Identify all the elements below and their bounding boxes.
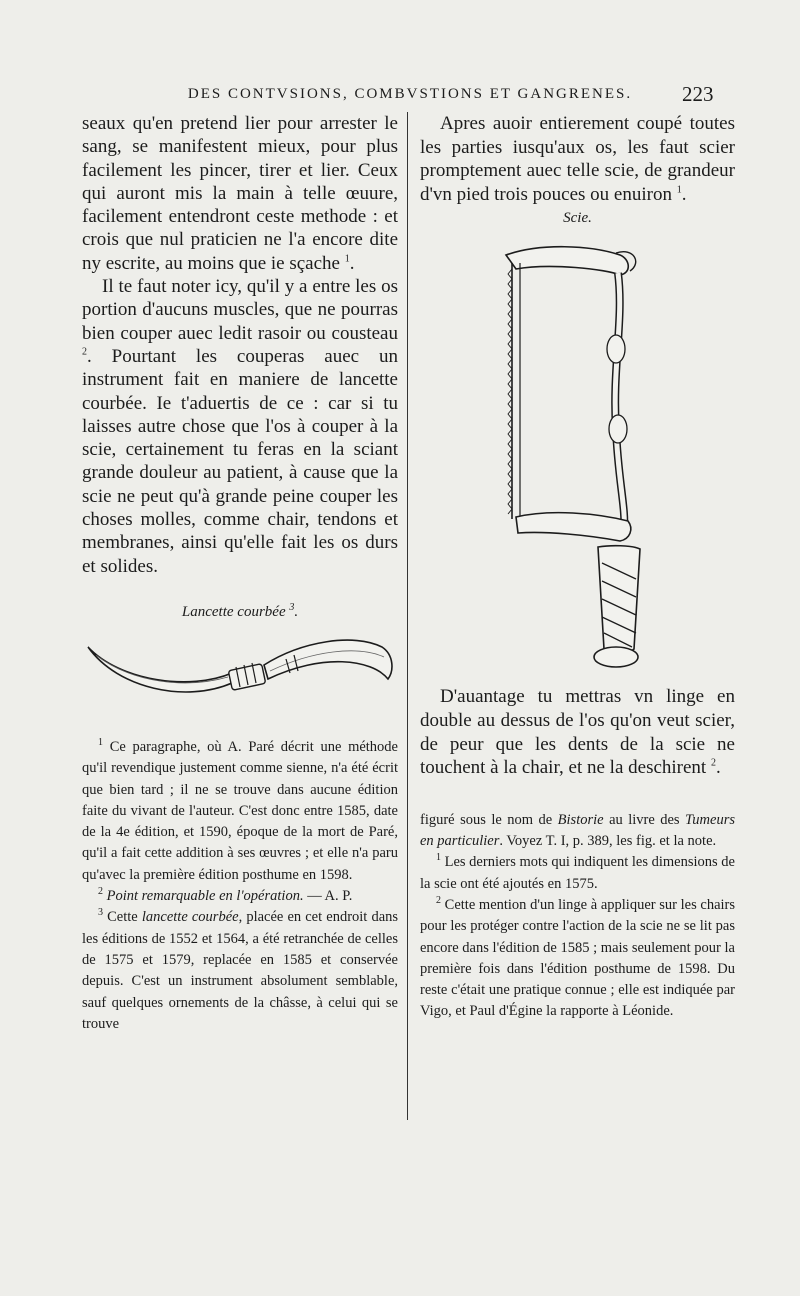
note-ref: 2	[82, 346, 87, 358]
footnote-2: $^2$ Point remarquable en l'opération. — A. P.	[98, 886, 353, 905]
column-divider	[407, 112, 408, 1120]
note-ref: 3	[289, 601, 295, 613]
page-number: 223	[682, 82, 714, 106]
paragraph-text: . Pourtant les couperas auec un instrument fait en maniere de lancette courbée. Ie t'aduertis de ce : car si tu laisses autre chose que l'os à couper à la scie, certainement tu feras en la sciant grande douleur au patient, à cause que la scie ne peut qu'à grande peine couper les choses molles, comme chair, tendons et membranes, ainsi qu'elle fait les os durs et solides.	[82, 345, 398, 577]
footnote-1: $^1$ Ce paragraphe, où A. Paré décrit une méthode qu'il revendique justement comme sienne, n'a été écrit que bien tard ; il ne se trouve dans aucune édition faite du vivant de l'auteur. C'est donc entre 1585, date de la 4e édition, et 1590, époque de la mort de Paré, qu'il a fait cette addition à ses œuvres ; et elle n'a paru qu'avec la première édition posthume en 1598.	[82, 737, 398, 883]
paragraph-ligature-method: seaux qu'en pretend lier pour arrester le sang, se manifestent mieux, pour plus facilement les pincer, tirer et lier. Ceux qui auront mis la main à telle œuure, facilement entendront ceste methode : et crois que nul praticien ne l'a encore dite ny escrite, au moins que ie sçache $^1$.	[82, 113, 398, 274]
running-title: DES CONTVSIONS, COMBVSTIONS ET GANGRENES.	[187, 86, 633, 102]
note-ref: 2	[710, 757, 716, 769]
note-ref: 1	[676, 184, 682, 196]
figure-caption-lancette: Lancette courbée $^3$.	[181, 601, 299, 620]
paragraph-linen-protection: D'auantage tu mettras vn linge en double au dessus de l'os qu'on veut scier, de peur que les dents de la scie ne touchent à la chair, et ne la deschirent $^2$.	[420, 686, 735, 779]
paragraph-muscles-between-bones	[82, 275, 398, 578]
left-column	[82, 112, 398, 1035]
note-ref: 1	[344, 253, 350, 265]
paragraph-text: seaux qu'en pretend lier pour arrester le sang, se manifestent mieux, pour plus facilement les pincer, tirer et lier. Ceux qui auront mis la main à telle œuure, facilement entendront ceste methode : et crois que nul praticien ne l'a encore dite ny escrite, au moins que ie sçache	[82, 113, 398, 274]
footnote-2: $^2$ Cette mention d'un linge à appliquer sur les chairs pour les protéger contre l'action de la scie ne se lit pas encore dans l'édition de 1585 ; mais seulement pour la première fois dans l'édition posthume de 1598. Du reste c'était une pratique connue ; elle est indiquée par Vigo, et Paul d'Égine la rapporte à Léonide.	[420, 895, 735, 1020]
paragraph-text: Il te faut noter icy, qu'il y a entre les os portion d'aucuns muscles, que ne pourras bien couper auec ledit rasoir ou cousteau	[82, 276, 398, 344]
footnote-continued: figuré sous le nom de Bistorie au livre des Tumeurs en particulier. Voyez T. I, p. 389, les fig. et la note.	[420, 811, 736, 850]
footnotes-right	[420, 810, 735, 1023]
bone-saw-illustration	[420, 229, 735, 669]
paragraph-saw-usage: Apres auoir entierement coupé toutes les parties iusqu'aux os, les faut scier promptement auec telle scie, de grandeur d'vn pied trois pouces ou enuiron $^1$.	[420, 113, 735, 205]
footnote-3: $^3$ Cette lancette courbée, placée en cet endroit dans les éditions de 1552 et 1564, a été retranchée de celles de 1575 et 1579, replacée en 1585 et conservée depuis. C'est un instrument absolument semblable, sauf quelques ornements de la châsse, à celui qui se trouve	[82, 907, 399, 1032]
figure-caption-scie: Scie.	[563, 210, 592, 227]
curved-lancet-illustration	[82, 629, 398, 713]
footnotes-left	[82, 737, 398, 1035]
footnote-1: $^1$ Les derniers mots qui indiquent les dimensions de la scie ont été ajoutés en 1575.	[420, 852, 735, 892]
right-column	[420, 112, 735, 1023]
